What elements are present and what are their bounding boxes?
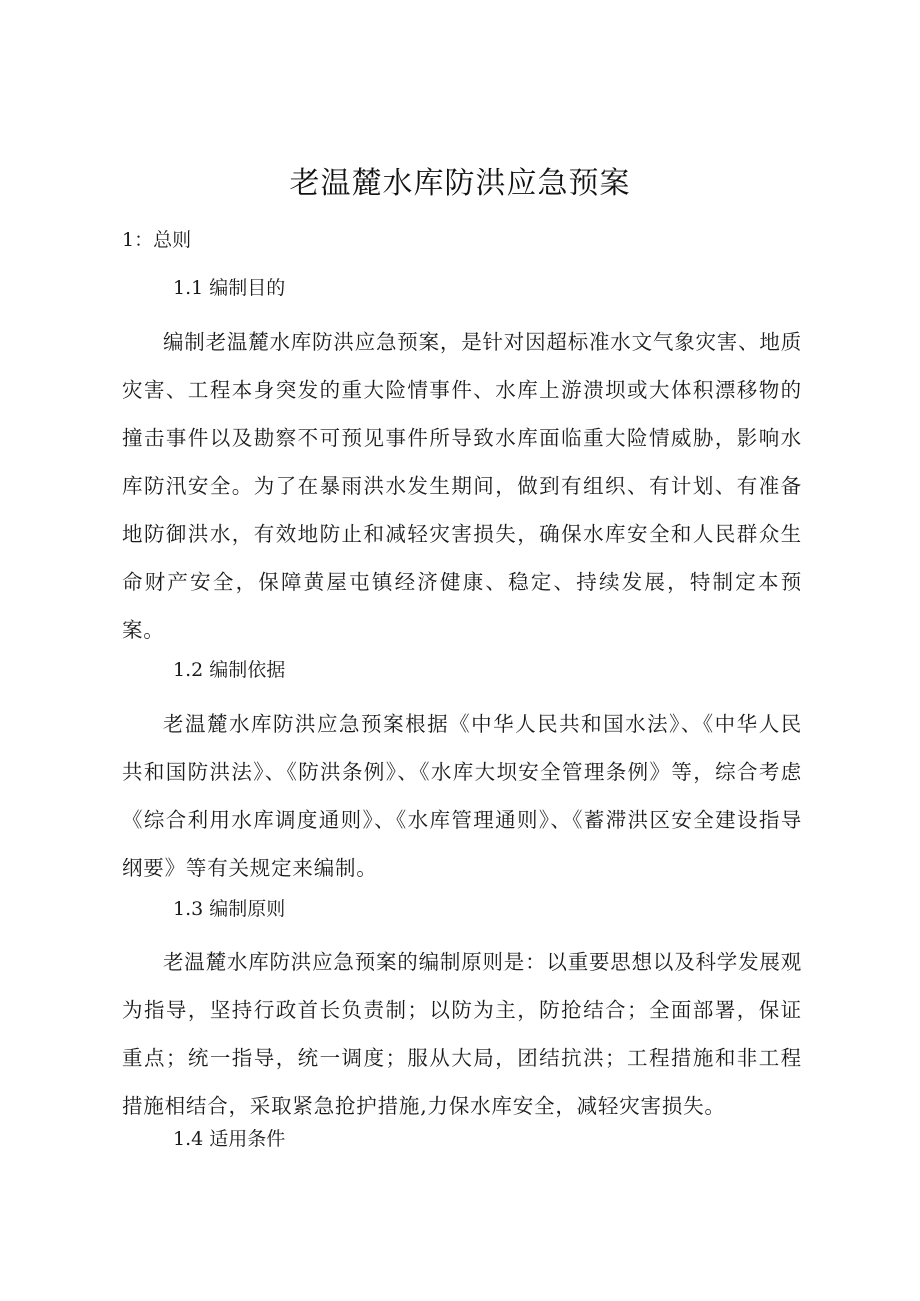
section-heading-general: 1：总则 <box>122 229 192 251</box>
document-title: 老温麓水库防洪应急预案 <box>289 166 631 201</box>
paragraph-basis: 老温麓水库防洪应急预案根据《中华人民共和国水法》、《中华人民共和国防洪法》、《防洪条例》、《水库大坝安全管理条例》等，综合考虑《综合利用水库调度通则》、《水库管理通则》、《蓄滞洪区安全建设指导纲要》等有关规定来编制。 <box>122 712 802 880</box>
paragraph-principles: 老温麓水库防洪应急预案的编制原则是：以重要思想以及科学发展观为指导，坚持行政首长负责制；以防为主，防抢结合；全面部署，保证重点；统一指导，统一调度；服从大局，团结抗洪；工程措施和非工程措施相结合，采取紧急抢护措施,力保水库安全，减轻灾害损失。 <box>122 950 802 1118</box>
subsection-heading-basis: 1.2 编制依据 <box>173 659 286 681</box>
subsection-heading-applicability: 1.4 适用条件 <box>173 1128 286 1150</box>
subsection-heading-purpose: 1.1 编制目的 <box>173 277 286 299</box>
subsection-heading-principles: 1.3 编制原则 <box>173 898 286 920</box>
paragraph-purpose: 编制老温麓水库防洪应急预案，是针对因超标准水文气象灾害、地质灾害、工程本身突发的重大险情事件、水库上游溃坝或大体积漂移物的撞击事件以及勘察不可预见事件所导致水库面临重大险情威胁，影响水库防汛安全。为了在暴雨洪水发生期间，做到有组织、有计划、有准备地防御洪水，有效地防止和减轻灾害损失，确保水库安全和人民群众生命财产安全，保障黄屋屯镇经济健康、稳定、持续发展，特制定本预案。 <box>122 330 802 642</box>
